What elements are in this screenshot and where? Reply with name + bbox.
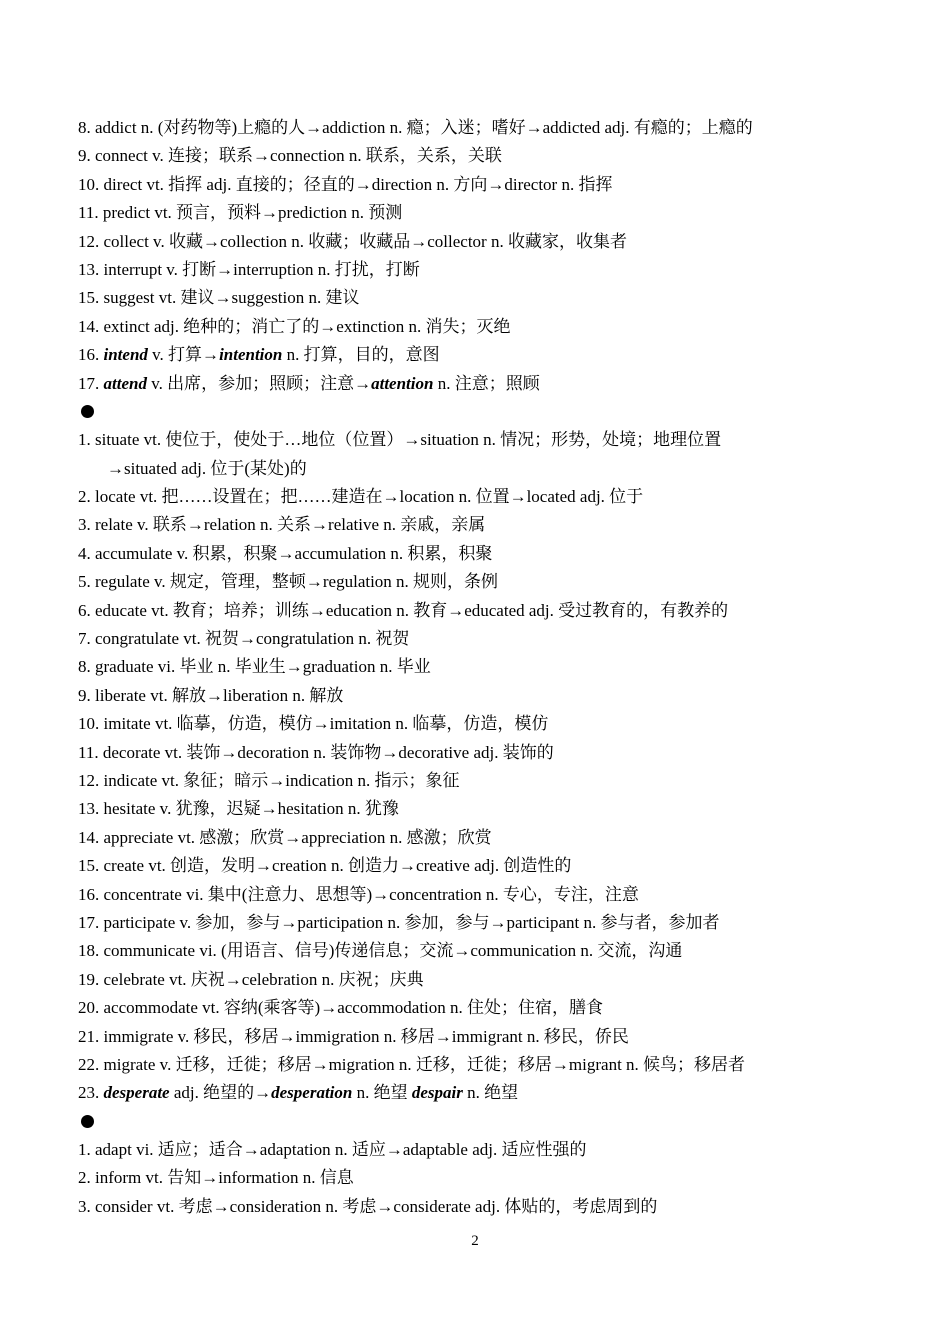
- entry-text: 17.: [78, 373, 104, 393]
- entry-text: n. 绝望: [352, 1083, 412, 1103]
- vocabulary-entry: [78, 142, 878, 170]
- entry-text: 23.: [78, 1083, 104, 1103]
- highlighted-word: desperate: [103, 1083, 170, 1103]
- entry-text: 12. collect v. 收藏→collection n. 收藏；收藏品→collector n. 收藏家，收集者: [78, 231, 627, 251]
- section-bullet-icon: [78, 398, 878, 426]
- entry-text: 18. communicate vi. (用语言、信号)传递信息；交流→communication n. 交流，沟通: [78, 941, 683, 961]
- highlighted-word: intention: [219, 345, 283, 365]
- entry-text: 2. inform vt. 告知→information n. 信息: [78, 1168, 354, 1188]
- entry-text: 19. celebrate vt. 庆祝→celebration n. 庆祝；庆典: [78, 969, 424, 989]
- highlighted-word: intend: [103, 345, 148, 365]
- entry-text: 6. educate vt. 教育；培养；训练→education n. 教育→educated adj. 受过教育的，有教养的: [78, 600, 729, 620]
- vocabulary-entry: [78, 994, 878, 1022]
- entry-text: v. 出席，参加；照顾；注意→: [146, 373, 372, 393]
- vocabulary-entry: [78, 483, 878, 511]
- entry-text: 15. create vt. 创造，发明→creation n. 创造力→creative adj. 创造性的: [78, 856, 572, 876]
- vocabulary-entry: [78, 540, 878, 568]
- vocabulary-entry: [78, 767, 878, 795]
- entry-text: 21. immigrate v. 移民，移居→immigration n. 移居→immigrant n. 移民，侨民: [78, 1026, 629, 1046]
- entry-text: 11. decorate vt. 装饰→decoration n. 装饰物→decorative adj. 装饰的: [78, 742, 554, 762]
- entry-text: n. 绝望: [462, 1083, 519, 1103]
- vocabulary-entry: [78, 284, 878, 312]
- entry-text: 9. connect v. 连接；联系→connection n. 联系，关系，关联: [78, 146, 502, 166]
- vocabulary-entry: [78, 909, 878, 937]
- entry-text: 15. suggest vt. 建议→suggestion n. 建议: [78, 288, 360, 308]
- vocabulary-entry: [78, 511, 878, 539]
- vocabulary-entry: [78, 966, 878, 994]
- vocabulary-entry: [78, 852, 878, 880]
- entry-text: 4. accumulate v. 积累，积聚→accumulation n. 积累，积聚: [78, 543, 493, 563]
- vocabulary-entry: [78, 171, 878, 199]
- vocabulary-entry: [78, 739, 878, 767]
- vocabulary-entry: [78, 426, 878, 454]
- entry-text: 10. imitate vt. 临摹，仿造，模仿→imitation n. 临摹，仿造，模仿: [78, 714, 549, 734]
- vocabulary-entry: [78, 1023, 878, 1051]
- vocabulary-entry: [78, 228, 878, 256]
- vocabulary-entry: [78, 625, 878, 653]
- entry-text: 1. situate vt. 使位于，使处于…地位（位置）→situation n. 情况；形势，处境；地理位置: [78, 430, 722, 450]
- vocabulary-entry: [78, 710, 878, 738]
- entry-text: →situated adj. 位于(某处)的: [107, 458, 307, 478]
- entry-text: 5. regulate v. 规定，管理，整顿→regulation n. 规则，条例: [78, 572, 499, 592]
- entry-text: 12. indicate vt. 象征；暗示→indication n. 指示；象征: [78, 770, 460, 790]
- vocabulary-entry: [78, 370, 878, 398]
- entry-text: 7. congratulate vt. 祝贺→congratulation n. 祝贺: [78, 629, 410, 649]
- vocabulary-entry: [78, 1136, 878, 1164]
- entry-text: 17. participate v. 参加，参与→participation n. 参加，参与→participant n. 参与者，参加者: [78, 912, 720, 932]
- entry-text: 13. hesitate v. 犹豫，迟疑→hesitation n. 犹豫: [78, 799, 399, 819]
- entry-text: 10. direct vt. 指挥 adj. 直接的；径直的→direction n. 方向→director n. 指挥: [78, 174, 613, 194]
- document-body: [78, 114, 878, 1221]
- vocabulary-entry: [78, 1193, 878, 1221]
- vocabulary-entry-continuation: [78, 455, 878, 483]
- entry-text: 8. addict n. (对药物等)上瘾的人→addiction n. 瘾；入迷；嗜好→addicted adj. 有瘾的；上瘾的: [78, 118, 753, 137]
- vocabulary-entry: [78, 881, 878, 909]
- highlighted-word: despair: [411, 1083, 463, 1103]
- vocabulary-entry: [78, 256, 878, 284]
- entry-text: 22. migrate v. 迁移，迁徙；移居→migration n. 迁移，迁徙；移居→migrant n. 候鸟；移居者: [78, 1054, 746, 1074]
- entry-text: v. 打算→: [147, 345, 220, 365]
- vocabulary-entry: [78, 795, 878, 823]
- entry-text: 9. liberate vt. 解放→liberation n. 解放: [78, 685, 344, 705]
- vocabulary-entry: [78, 341, 878, 369]
- entry-text: 3. relate v. 联系→relation n. 关系→relative n. 亲戚，亲属: [78, 515, 486, 535]
- vocabulary-entry: [78, 1079, 878, 1107]
- entry-text: 14. extinct adj. 绝种的；消亡了的→extinction n. 消失；灭绝: [78, 316, 511, 336]
- entry-text: 20. accommodate vt. 容纳(乘客等)→accommodation n. 住处；住宿，膳食: [78, 998, 604, 1018]
- highlighted-word: attend: [103, 373, 147, 393]
- entry-text: 13. interrupt v. 打断→interruption n. 打扰，打断: [78, 259, 420, 279]
- vocabulary-entry: [78, 824, 878, 852]
- vocabulary-entry: [78, 653, 878, 681]
- entry-text: adj. 绝望的→: [169, 1083, 272, 1103]
- vocabulary-entry: [78, 937, 878, 965]
- vocabulary-entry: [78, 597, 878, 625]
- entry-text: n. 打算，目的，意图: [282, 345, 440, 365]
- entry-text: 2. locate vt. 把……设置在；把……建造在→location n. 位置→located adj. 位于: [78, 487, 644, 507]
- page-number: 2: [471, 1233, 479, 1249]
- entry-text: 16. concentrate vi. 集中(注意力、思想等)→concentration n. 专心，专注，注意: [78, 884, 639, 904]
- entry-text: 16.: [78, 345, 104, 365]
- highlighted-word: desperation: [271, 1083, 353, 1103]
- vocabulary-entry: [78, 1051, 878, 1079]
- entry-text: 1. adapt vi. 适应；适合→adaptation n. 适应→adaptable adj. 适应性强的: [78, 1140, 587, 1160]
- vocabulary-entry: [78, 114, 878, 142]
- entry-text: 3. consider vt. 考虑→consideration n. 考虑→considerate adj. 体贴的，考虑周到的: [78, 1196, 658, 1216]
- vocabulary-entry: [78, 199, 878, 227]
- entry-text: 11. predict vt. 预言，预料→prediction n. 预测: [78, 203, 403, 223]
- vocabulary-entry: [78, 1164, 878, 1192]
- vocabulary-entry: [78, 313, 878, 341]
- section-bullet-icon: [78, 1108, 878, 1136]
- vocabulary-entry: [78, 682, 878, 710]
- highlighted-word: attention: [371, 373, 434, 393]
- vocabulary-entry: [78, 568, 878, 596]
- entry-text: 14. appreciate vt. 感激；欣赏→appreciation n. 感激；欣赏: [78, 827, 492, 847]
- entry-text: 8. graduate vi. 毕业 n. 毕业生→graduation n. 毕业: [78, 657, 431, 677]
- entry-text: n. 注意；照顾: [433, 373, 540, 393]
